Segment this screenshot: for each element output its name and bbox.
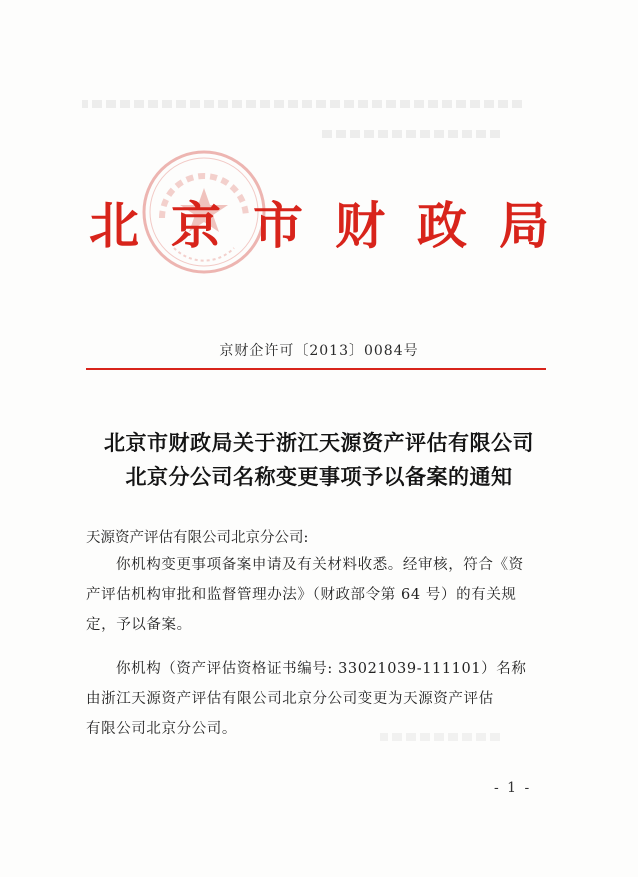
notice-title-line: 北京分公司名称变更事项予以备案的通知 (125, 464, 513, 489)
paragraph-line: 你机构变更事项备案申请及有关材料收悉。经审核，符合《资 (116, 557, 524, 573)
paragraph-line: 有限公司北京分公司。 (86, 721, 237, 737)
paragraph-line: 你机构（资产评估资格证书编号: 33021039-111101）名称 (116, 661, 527, 677)
document-number: 京财企许可〔2013〕0084号 (219, 343, 419, 359)
paragraph-line: 由浙江天源资产评估有限公司北京分公司变更为天源资产评估 (86, 691, 494, 707)
bleed-through-line (320, 130, 500, 138)
paragraph-name-change (86, 654, 556, 744)
notice-title (0, 426, 638, 494)
paragraph-approval (86, 550, 556, 640)
page-number: - 1 - (494, 780, 532, 796)
bleed-through-line (82, 100, 522, 108)
notice-title-line: 北京市财政局关于浙江天源资产评估有限公司 (104, 430, 534, 455)
paragraph-line: 产评估机构审批和监督管理办法》（财政部令第 64 号）的有关规 (86, 587, 517, 603)
issuing-agency-title: 北京市财政局 (89, 196, 581, 255)
salutation: 天源资产评估有限公司北京分公司: (86, 530, 309, 546)
paragraph-line: 定，予以备案。 (86, 617, 192, 633)
red-divider-line (86, 368, 546, 370)
